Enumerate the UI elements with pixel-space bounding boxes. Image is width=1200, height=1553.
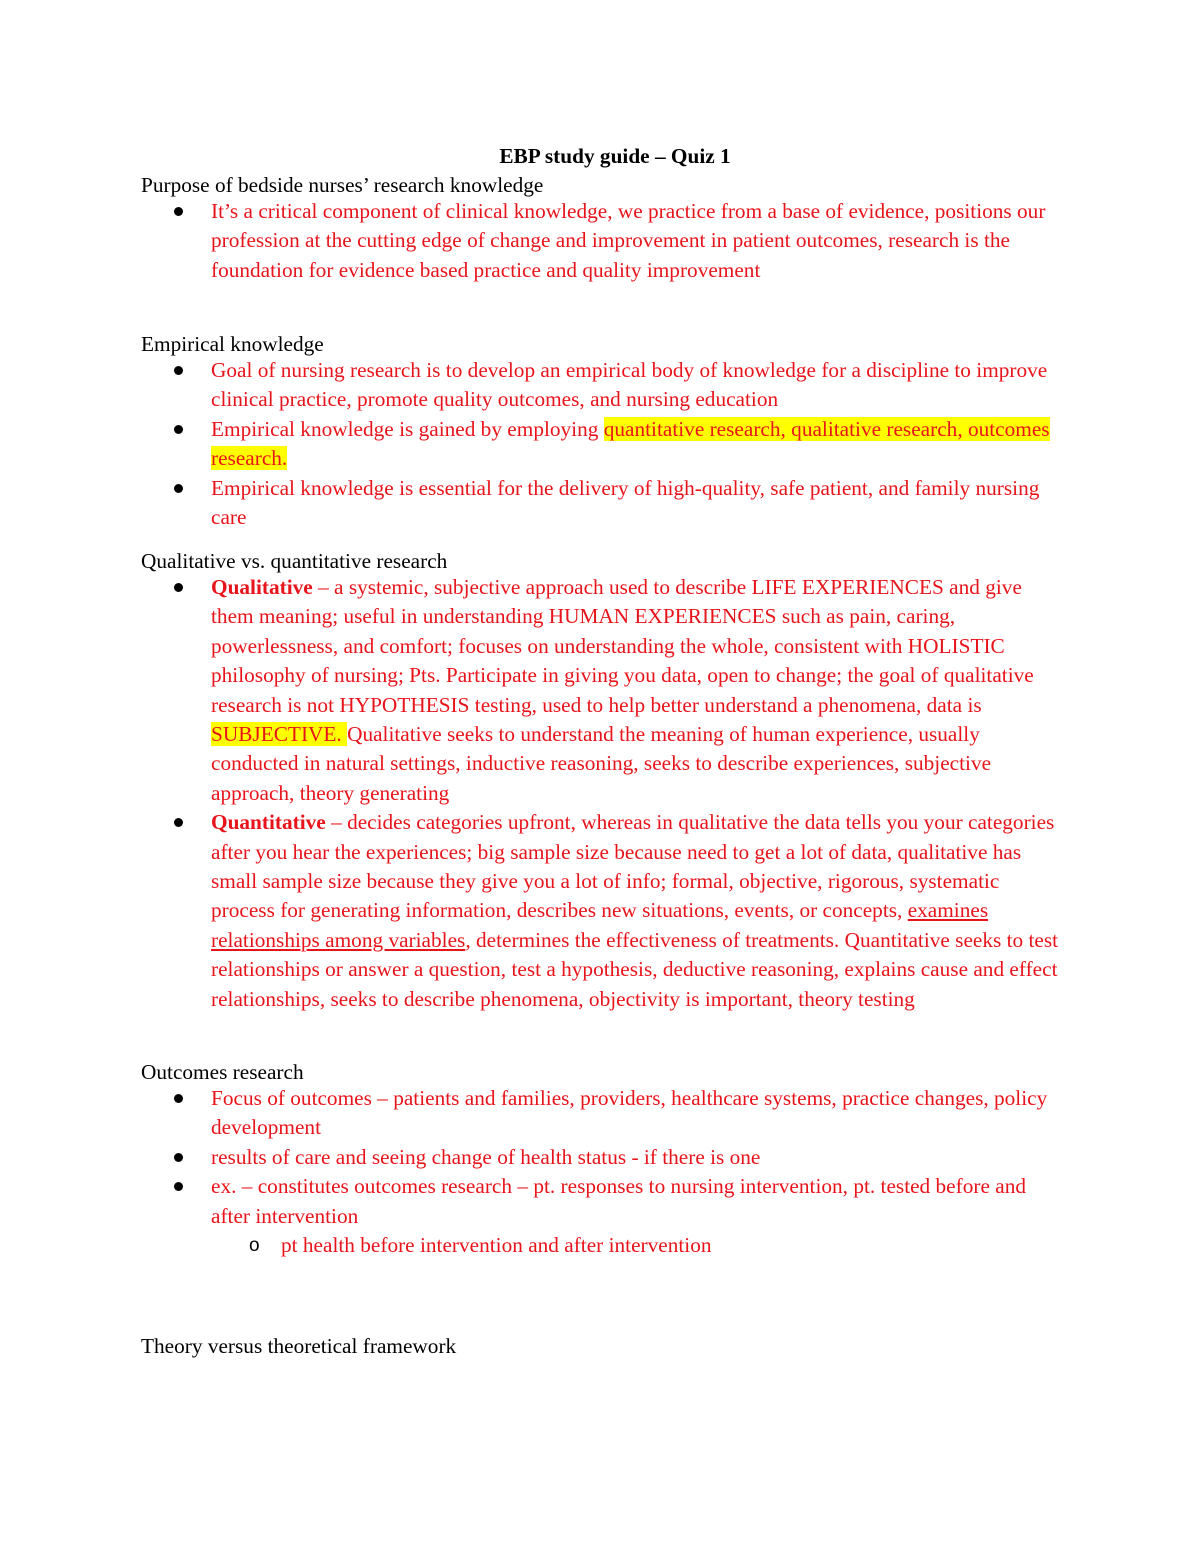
- bullet-dot-icon: [174, 366, 183, 375]
- empirical-bullet-2-text: Empirical knowledge is gained by employing: [211, 416, 604, 441]
- quantitative-label: Quantitative: [211, 810, 326, 835]
- hollow-circle-bullet-icon: o: [249, 1235, 260, 1257]
- purpose-bullet-text: It’s a critical component of clinical knowledge, we practice from a base of evidence, positions our profession at the cutting edge of change and improvement in patient outcomes, research is the foundation for evidence based practice and quality improvement: [211, 199, 1046, 282]
- list-item: [141, 1084, 1061, 1143]
- outcomes-bullet-1: Focus of outcomes – patients and families, providers, healthcare systems, practice changes, policy development: [211, 1086, 1048, 1140]
- qualquant-bullet-list: [141, 573, 1061, 1014]
- bullet-dot-icon: [174, 1094, 183, 1103]
- bullet-dot-icon: [174, 583, 183, 592]
- bullet-dot-icon: [174, 1153, 183, 1162]
- list-item: [141, 1172, 1061, 1260]
- outcomes-sub-list: [211, 1231, 1061, 1260]
- bullet-dot-icon: [174, 425, 183, 434]
- outcomes-bullet-3: ex. – constitutes outcomes research – pt. responses to nursing intervention, pt. tested before and after intervention: [211, 1174, 1026, 1228]
- empirical-highlight: quantitative research, qualitative research, outcomes research.: [211, 416, 1050, 471]
- heading-outcomes: Outcomes research: [141, 1060, 304, 1084]
- list-item: [141, 1143, 1061, 1172]
- list-item: [141, 415, 1061, 474]
- bullet-dot-icon: [174, 818, 183, 827]
- document-title: EBP study guide – Quiz 1: [499, 144, 731, 168]
- empirical-bullet-list: [141, 356, 1061, 532]
- bullet-dot-icon: [174, 484, 183, 493]
- quantitative-underline: examines relationships among variables: [211, 898, 989, 952]
- bullet-dot-icon: [174, 207, 183, 216]
- outcomes-sub-bullet: pt health before intervention and after intervention: [281, 1233, 712, 1258]
- purpose-bullet-list: [141, 197, 1061, 285]
- outcomes-bullet-list: [141, 1084, 1061, 1260]
- empirical-bullet-3: Empirical knowledge is essential for the delivery of high-quality, safe patient, and family nursing care: [211, 475, 1040, 530]
- list-item: [141, 197, 1061, 285]
- heading-qual-vs-quant: Qualitative vs. quantitative research: [141, 549, 448, 573]
- heading-purpose: Purpose of bedside nurses’ research knowledge: [141, 173, 544, 197]
- qualitative-text-2: Qualitative seeks to understand the meaning of human experience, usually conducted in natural settings, inductive reasoning, seeks to describe experiences, subjective approach, theory generating: [211, 722, 992, 805]
- bullet-dot-icon: [174, 1182, 183, 1191]
- qualitative-highlight: SUBJECTIVE.: [211, 722, 348, 747]
- heading-empirical: Empirical knowledge: [141, 332, 324, 356]
- qualitative-label: Qualitative: [211, 575, 313, 599]
- outcomes-bullet-2: results of care and seeing change of health status - if there is one: [211, 1144, 761, 1169]
- list-item: [141, 573, 1061, 808]
- list-item: [211, 1231, 1061, 1260]
- list-item: [141, 808, 1061, 1014]
- quantitative-text-1: – decides categories upfront, whereas in qualitative the data tells you your categories after you hear the experiences; big sample size because need to get a lot of data, qualitative has small sample size because they give you a lot of info; formal, objective, rigorous, systematic process for generating information, describes new situations, events, or concepts,: [211, 810, 1055, 923]
- quantitative-text-2: , determines the effectiveness of treatments. Quantitative seeks to test relationships or answer a question, test a hypothesis, deductive reasoning, explains cause and effect relationships, seeks to describe phenomena, objectivity is important, theory testing: [211, 927, 1059, 1011]
- empirical-bullet-1: Goal of nursing research is to develop an empirical body of knowledge for a discipline to improve clinical practice, promote quality outcomes, and nursing education: [211, 358, 1048, 412]
- list-item: [141, 474, 1061, 533]
- heading-theory: Theory versus theoretical framework: [141, 1334, 457, 1358]
- list-item: [141, 356, 1061, 415]
- qualitative-text-1: – a systemic, subjective approach used to describe LIFE EXPERIENCES and give them meaning; useful in understanding HUMAN EXPERIENCES such as pain, caring, powerlessness, and comfort; focuses on understanding the whole, consistent with HOLISTIC philosophy of nursing; Pts. Participate in giving you data, open to change; the goal of qualitative research is not HYPOTHESIS testing, used to help better understand a phenomena, data is: [211, 575, 1034, 717]
